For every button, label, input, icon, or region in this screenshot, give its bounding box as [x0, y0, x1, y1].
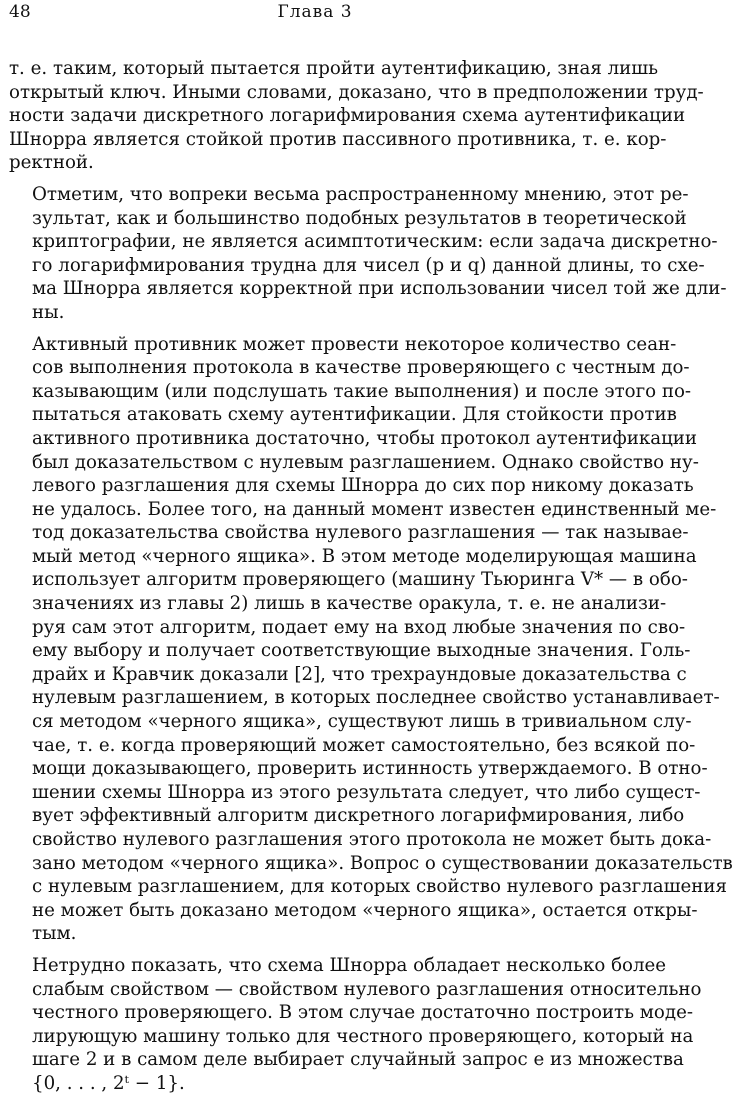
text-line: нулевым разглашением, в которых последнее свойство устанавливает-: [32, 687, 720, 709]
paragraph: [9, 183, 727, 325]
text-line: криптографии, не является асимптотическим: если задача дискретно-: [32, 231, 718, 253]
text-line: Шнорра является стойкой против пассивного противника, т. е. кор-: [9, 128, 667, 150]
paragraph: [9, 57, 704, 175]
text-line: зано методом «черного ящика». Вопрос о существовании доказательств: [32, 852, 733, 874]
text-line: ности задачи дискретного логарифмирования схема аутентификации: [9, 105, 686, 127]
text-line: зультат, как и большинство подобных результатов в теоретической: [32, 207, 687, 229]
text-line: мый метод «черного ящика». В этом методе моделирующая машина: [32, 545, 697, 567]
text-line: ны.: [32, 301, 65, 323]
text-line: не удалось. Более того, на данный момент известен единственный ме-: [32, 498, 717, 520]
text-line: чае, т. е. когда проверяющий может самостоятельно, без всякой по-: [32, 734, 696, 756]
text-line: левого разглашения для схемы Шнорра до сих пор никому доказать: [32, 475, 694, 497]
text-line: не может быть доказано методом «черного ящика», остается откры-: [32, 899, 698, 921]
text-line: ся методом «черного ящика», существуют лишь в тривиальном слу-: [32, 711, 692, 733]
body-text: [9, 57, 733, 1096]
text-line: драйх и Кравчик доказали [2], что трехраундовые доказательства с: [32, 663, 687, 685]
paragraph: [9, 954, 702, 1096]
text-line: вует эффективный алгоритм дискретного логарифмирования, либо: [32, 805, 685, 827]
text-line: го логарифмирования трудна для чисел (p и q) данной длины, то схе-: [32, 254, 705, 276]
text-line: шаге 2 и в самом деле выбирает случайный запрос e из множества: [32, 1049, 684, 1071]
text-line: с нулевым разглашением, для которых свойство нулевого разглашения: [32, 876, 727, 898]
text-line: лирующую машину только для честного проверяющего, который на: [32, 1025, 694, 1047]
text-line: Отметим, что вопреки весьма распространенному мнению, этот ре-: [32, 183, 689, 205]
text-line: т. е. таким, который пытается пройти аутентификацию, зная лишь: [9, 58, 659, 79]
text-line: открытый ключ. Иными словами, доказано, что в предположении труд-: [9, 81, 704, 103]
text-line: использует алгоритм проверяющего (машину Тьюринга V* — в обо-: [32, 569, 688, 591]
paragraph: [9, 333, 733, 946]
text-line: слабым свойством — свойством нулевого разглашения относительно: [32, 978, 702, 1000]
text-line: ректной.: [9, 152, 94, 174]
text-line: значениях из главы 2) лишь в качестве оракула, т. е. не анализи-: [32, 593, 667, 615]
text-line: был доказательством с нулевым разглашением. Однако свойство ну-: [32, 451, 699, 473]
text-line: руя сам этот алгоритм, подает ему на вход любые значения по сво-: [32, 616, 686, 638]
text-line: тым.: [32, 923, 77, 945]
text-line: тод доказательства свойства нулевого разглашения — так называе-: [32, 522, 689, 544]
text-line: ему выбору и получает соответствующие выходные значения. Голь-: [32, 640, 691, 662]
chapter-title: Глава 3: [277, 2, 353, 22]
text-line: {0, . . . , 2ᵗ − 1}.: [32, 1072, 185, 1094]
text-line: мощи доказывающего, проверить истинность утверждаемого. В отно-: [32, 758, 708, 780]
page-number: 48: [9, 2, 31, 22]
text-line: сов выполнения протокола в качестве проверяющего с честным до-: [32, 357, 690, 379]
text-line: активного противника достаточно, чтобы протокол аутентификации: [32, 427, 698, 449]
text-line: Активный противник может провести некоторое количество сеан-: [32, 333, 677, 355]
text-line: шении схемы Шнорра из этого результата следует, что либо сущест-: [32, 781, 701, 803]
text-line: ма Шнорра является корректной при использовании чисел той же дли-: [32, 278, 727, 300]
text-line: пытаться атаковать схему аутентификации. Для стойкости против: [32, 404, 677, 426]
text-line: казывающим (или подслушать такие выполнения) и после этого по-: [32, 380, 692, 402]
running-head: [9, 2, 621, 30]
text-line: свойство нулевого разглашения этого протокола не может быть дока-: [32, 829, 712, 850]
text-line: честного проверяющего. В этом случае достаточно построить моде-: [32, 1002, 693, 1024]
text-line: Нетрудно показать, что схема Шнорра обладает несколько более: [32, 954, 667, 976]
